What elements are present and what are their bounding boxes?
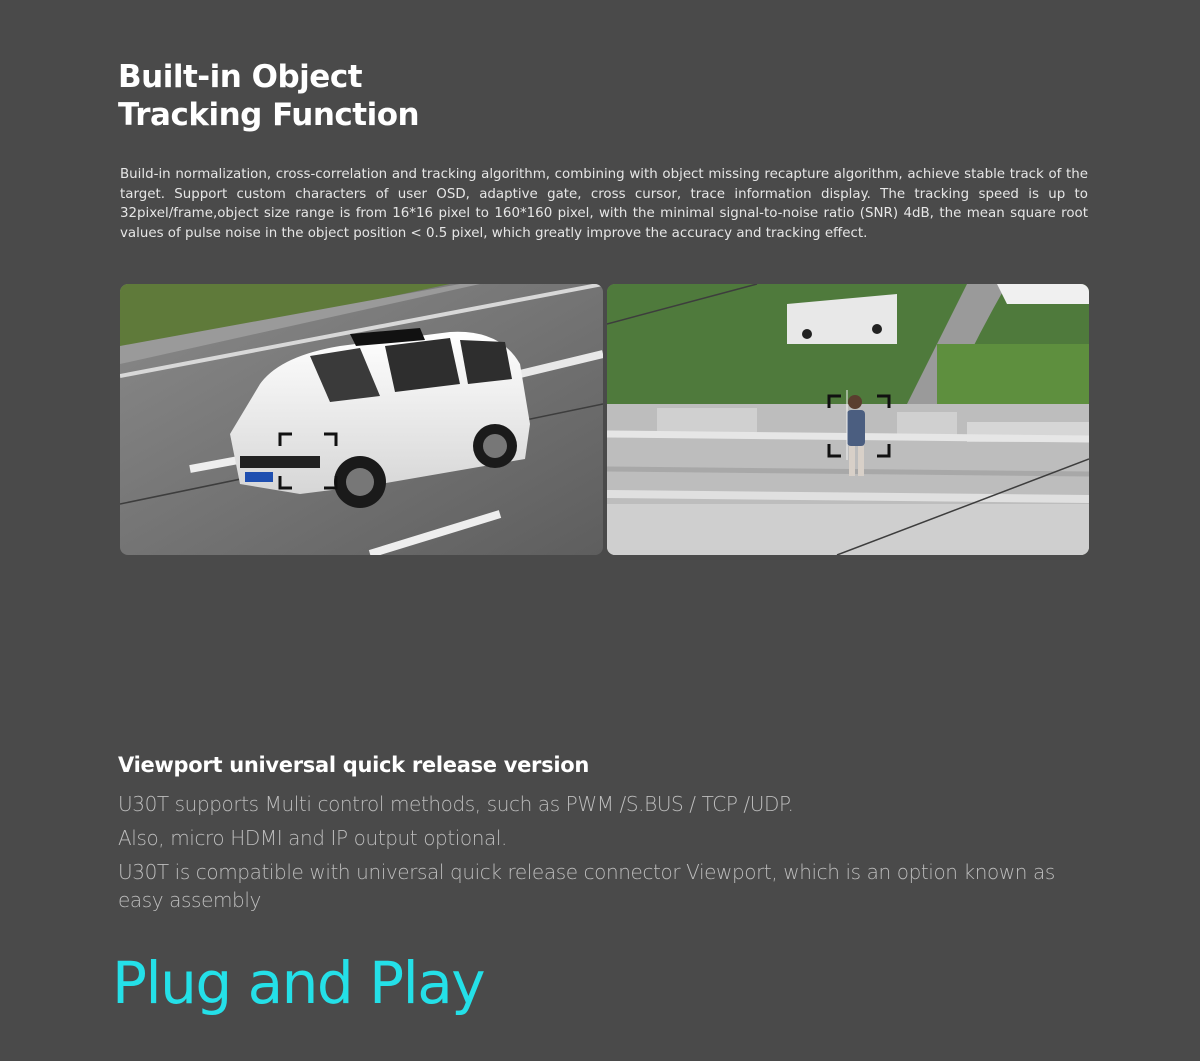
section-title bbox=[118, 58, 419, 134]
person-tracking-image bbox=[607, 284, 1089, 555]
feature-line-compatibility: U30T is compatible with universal quick release connector Viewport, which is an option known as easy assembly bbox=[118, 860, 1055, 912]
viewport-feature-list bbox=[118, 790, 1078, 920]
section-title-line-1: Built-in Object bbox=[118, 59, 363, 95]
feature-line-output: Also, micro HDMI and IP output optional. bbox=[118, 826, 508, 850]
section-title-line-2: Tracking Function bbox=[118, 97, 420, 133]
viewport-title: Viewport universal quick release version bbox=[118, 753, 589, 777]
tracking-description: Build-in normalization, cross-correlation and tracking algorithm, combining with object missing recapture algorithm, achieve stable track of the target. Support custom characters of user OSD, adaptive gate, cross cursor, trace information display. The tracking speed is up to 32pixel/frame,object size range is from 16*16 pixel to 160*160 pixel, with the minimal signal-to-noise ratio (SNR) 4dB, the mean square root values of pulse noise in the object position < 0.5 pixel, which greatly improve the accuracy and tracking effect. bbox=[120, 167, 1088, 241]
person-tracking-illustration bbox=[607, 284, 1089, 555]
feature-line-control-methods: U30T supports Multi control methods, such as PWM /S.BUS / TCP /UDP. bbox=[118, 792, 794, 816]
car-tracking-image bbox=[120, 284, 603, 555]
car-tracking-illustration bbox=[120, 284, 603, 555]
plug-and-play-tagline: Plug and Play bbox=[112, 949, 485, 1017]
